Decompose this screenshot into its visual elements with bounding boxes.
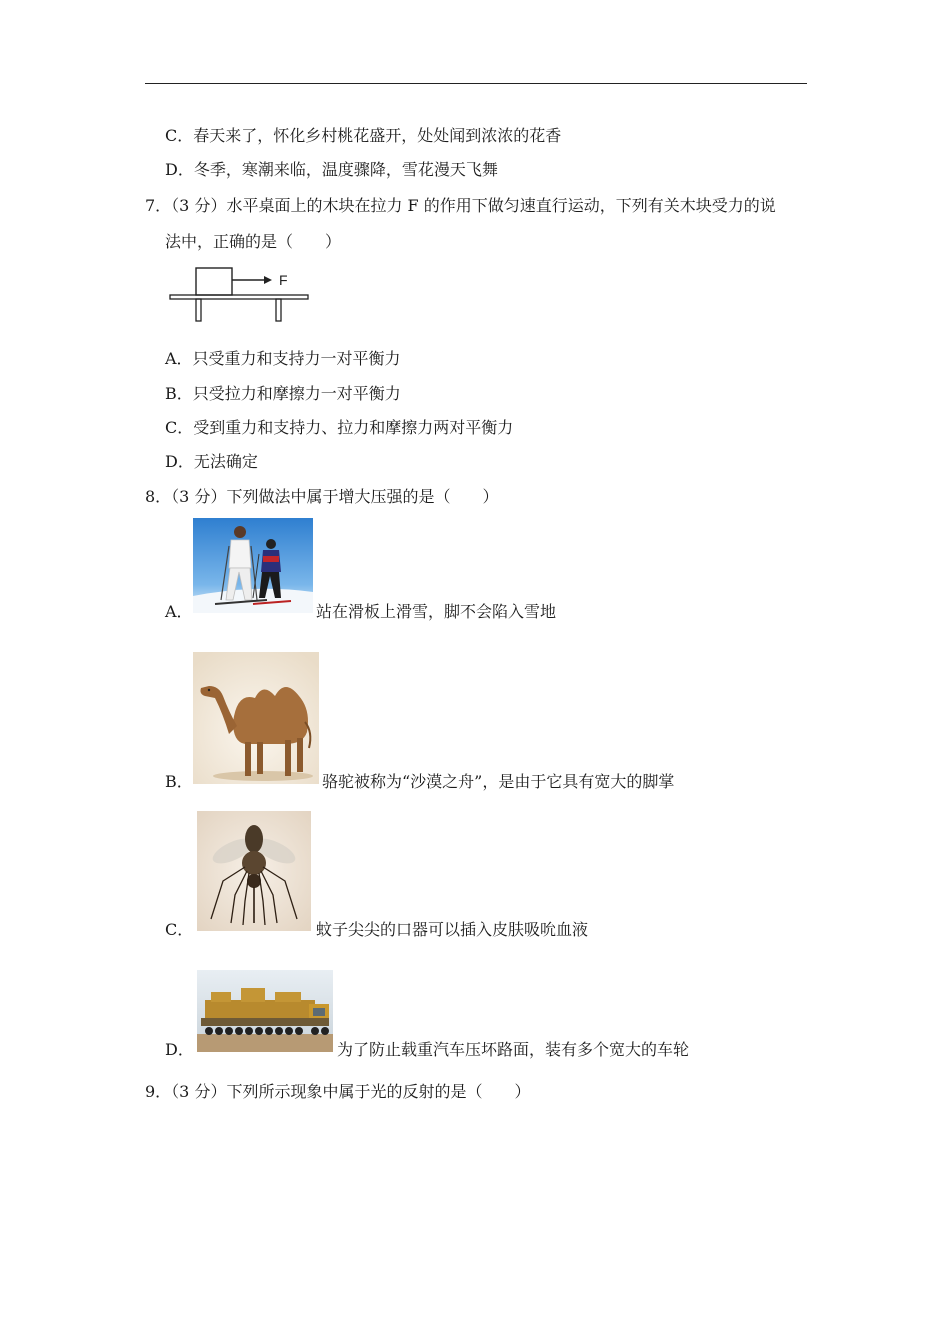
q7-option-c: C．受到重力和支持力、拉力和摩擦力两对平衡力 <box>165 418 514 437</box>
table-leg-right <box>276 299 281 321</box>
q8-option-a-letter: A． <box>165 602 193 621</box>
q8-option-c-text: 蚊子尖尖的口器可以插入皮肤吸吮血液 <box>316 920 589 939</box>
header-rule <box>145 83 807 84</box>
q6-option-d: D．冬季，寒潮来临，温度骤降，雪花漫天飞舞 <box>165 160 498 179</box>
mosquito-photo <box>197 811 311 931</box>
heavy-truck-photo <box>197 970 333 1052</box>
q8-option-b-letter: B． <box>165 772 193 791</box>
q7-stem-line1: 7．（3 分）水平桌面上的木块在拉力 F 的作用下做匀速直行运动，下列有关木块受力的说 <box>145 196 776 215</box>
q7-stem-line2: 法中，正确的是（ ） <box>165 232 342 251</box>
camel-photo <box>193 652 319 784</box>
q7-option-d: D．无法确定 <box>165 452 258 471</box>
q8-option-b-text: 骆驼被称为“沙漠之舟”，是由于它具有宽大的脚掌 <box>322 772 675 791</box>
force-label: F <box>279 272 288 288</box>
q7-option-a: A．只受重力和支持力一对平衡力 <box>165 349 401 368</box>
q7-option-b: B．只受拉力和摩擦力一对平衡力 <box>165 384 401 403</box>
table-leg-left <box>196 299 201 321</box>
q8-option-d-letter: D． <box>165 1040 194 1059</box>
q8-option-a-text: 站在滑板上滑雪，脚不会陷入雪地 <box>316 602 557 621</box>
wood-block <box>196 268 232 295</box>
q7-block-figure <box>168 264 310 326</box>
q6-option-c: C．春天来了，怀化乡村桃花盛开，处处闻到浓浓的花香 <box>165 126 562 145</box>
q8-option-d-text: 为了防止载重汽车压坏路面，装有多个宽大的车轮 <box>337 1040 690 1059</box>
q8-option-c-letter: C． <box>165 920 194 939</box>
skiers-photo <box>193 518 313 613</box>
table-top <box>170 295 308 299</box>
q9-stem: 9．（3 分）下列所示现象中属于光的反射的是（ ） <box>145 1082 531 1101</box>
force-arrowhead <box>264 276 272 284</box>
q8-stem: 8．（3 分）下列做法中属于增大压强的是（ ） <box>145 487 499 506</box>
